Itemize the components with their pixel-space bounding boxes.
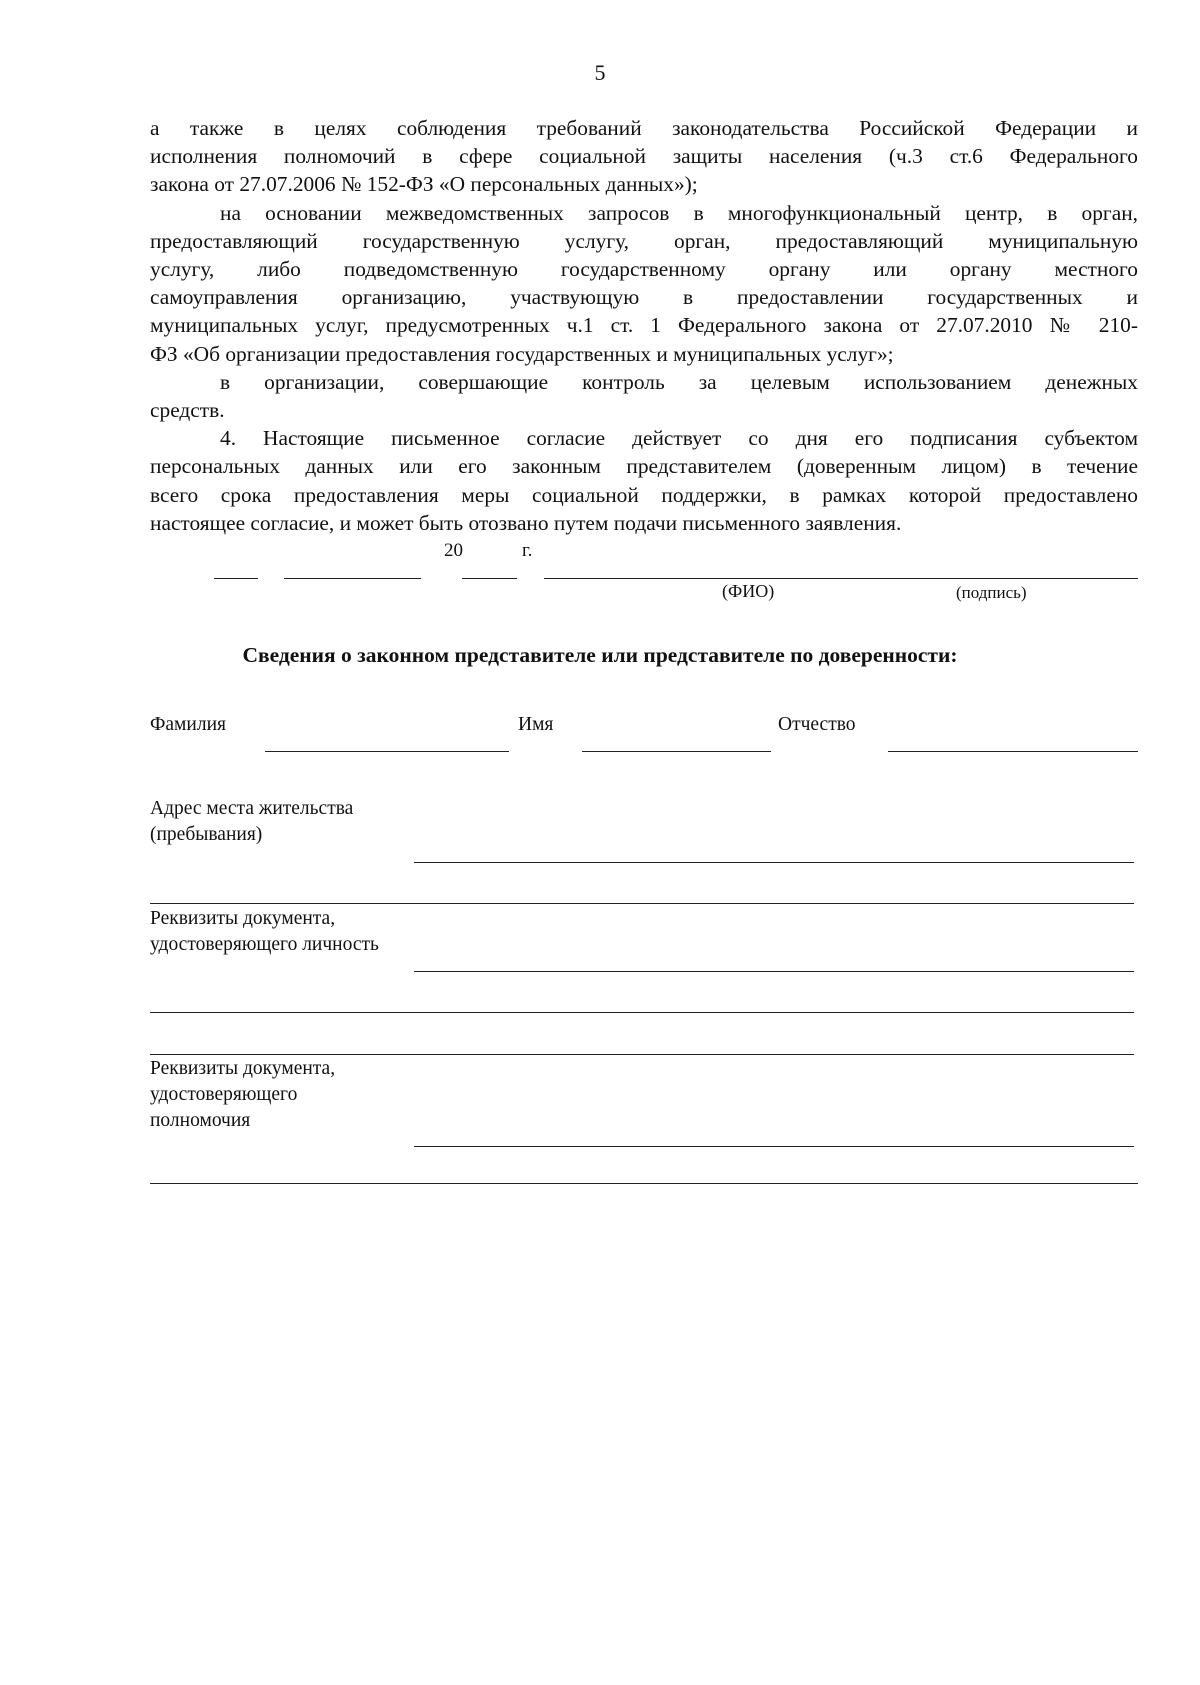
paragraph-line: исполнения полномочий в сфере социальной защиты населения (ч.3 ст.6 Федерального xyxy=(150,144,1138,169)
year-suffix: г. xyxy=(522,540,533,561)
month-blank-line[interactable] xyxy=(284,578,421,579)
paragraph-line: на основании межведомственных запросов в многофункциональный центр, в орган, xyxy=(220,200,1138,225)
paragraph-line: персональных данных или его законным представителем (доверенным лицом) в течение xyxy=(150,454,1138,479)
page-number: 5 xyxy=(594,60,606,85)
id-doc-field-line[interactable] xyxy=(414,971,1134,972)
paragraph-line: ФЗ «Об организации предоставления государственных и муниципальных услуг»; xyxy=(150,341,894,366)
address-field-line-2[interactable] xyxy=(150,903,1134,904)
signature-caption: (подпись) xyxy=(956,583,1027,602)
body-text xyxy=(150,114,1138,537)
patronymic-label: Отчество xyxy=(778,714,856,735)
id-doc-label-line: Реквизиты документа, xyxy=(150,908,336,929)
day-blank-line[interactable] xyxy=(214,578,258,579)
patronymic-field-line[interactable] xyxy=(888,751,1138,752)
id-doc-field-line-3[interactable] xyxy=(150,1054,1134,1055)
paragraph-line: 4. Настоящие письменное согласие действует со дня его подписания субъектом xyxy=(220,426,1138,451)
address-label-line: Адрес места жительства xyxy=(150,798,354,819)
paragraph-line: закона от 27.07.2006 № 152-ФЗ «О персональных данных»); xyxy=(150,172,698,197)
name-field-line[interactable] xyxy=(582,751,771,752)
year-prefix: 20 xyxy=(444,540,463,561)
paragraph-line: настоящее согласие, и может быть отозвано путем подачи письменного заявления. xyxy=(150,510,902,535)
surname-field-line[interactable] xyxy=(265,751,509,752)
id-doc-field-line-2[interactable] xyxy=(150,1012,1134,1013)
fio-caption: (ФИО) xyxy=(722,581,775,601)
year-blank-line[interactable] xyxy=(462,578,517,579)
paragraph-line: предоставляющий государственную услугу, орган, предоставляющий муниципальную xyxy=(150,228,1138,253)
paragraph-line: а также в целях соблюдения требований законодательства Российской Федерации и xyxy=(150,116,1138,140)
paragraph-line: в организации, совершающие контроль за целевым использованием денежных xyxy=(220,369,1138,394)
authority-doc-field-line-2[interactable] xyxy=(150,1183,1138,1184)
paragraph-line: услугу, либо подведомственную государственному органу или органу местного xyxy=(150,257,1138,282)
authority-doc-label-line: Реквизиты документа, xyxy=(150,1058,336,1079)
address-field-line[interactable] xyxy=(414,862,1134,863)
surname-label: Фамилия xyxy=(150,714,226,735)
address-label-line: (пребывания) xyxy=(150,824,263,845)
name-label: Имя xyxy=(518,714,554,735)
section-heading: Сведения о законном представителе или представителе по доверенности: xyxy=(242,643,958,667)
authority-doc-field-line[interactable] xyxy=(414,1146,1134,1147)
paragraph-line: всего срока предоставления меры социальной поддержки, в рамках которой предоставлено xyxy=(150,482,1138,507)
signature-blank-line[interactable] xyxy=(544,578,1138,579)
authority-doc-label-line: полномочия xyxy=(150,1110,251,1131)
id-doc-label-line: удостоверяющего личность xyxy=(150,934,379,955)
paragraph-line: муниципальных услуг, предусмотренных ч.1 ст. 1 Федерального закона от 27.07.2010 № 210- xyxy=(150,313,1138,338)
paragraph-line: самоуправления организацию, участвующую в предоставлении государственных и xyxy=(150,285,1138,310)
paragraph-line: средств. xyxy=(150,398,225,423)
authority-doc-label-line: удостоверяющего xyxy=(150,1084,298,1105)
